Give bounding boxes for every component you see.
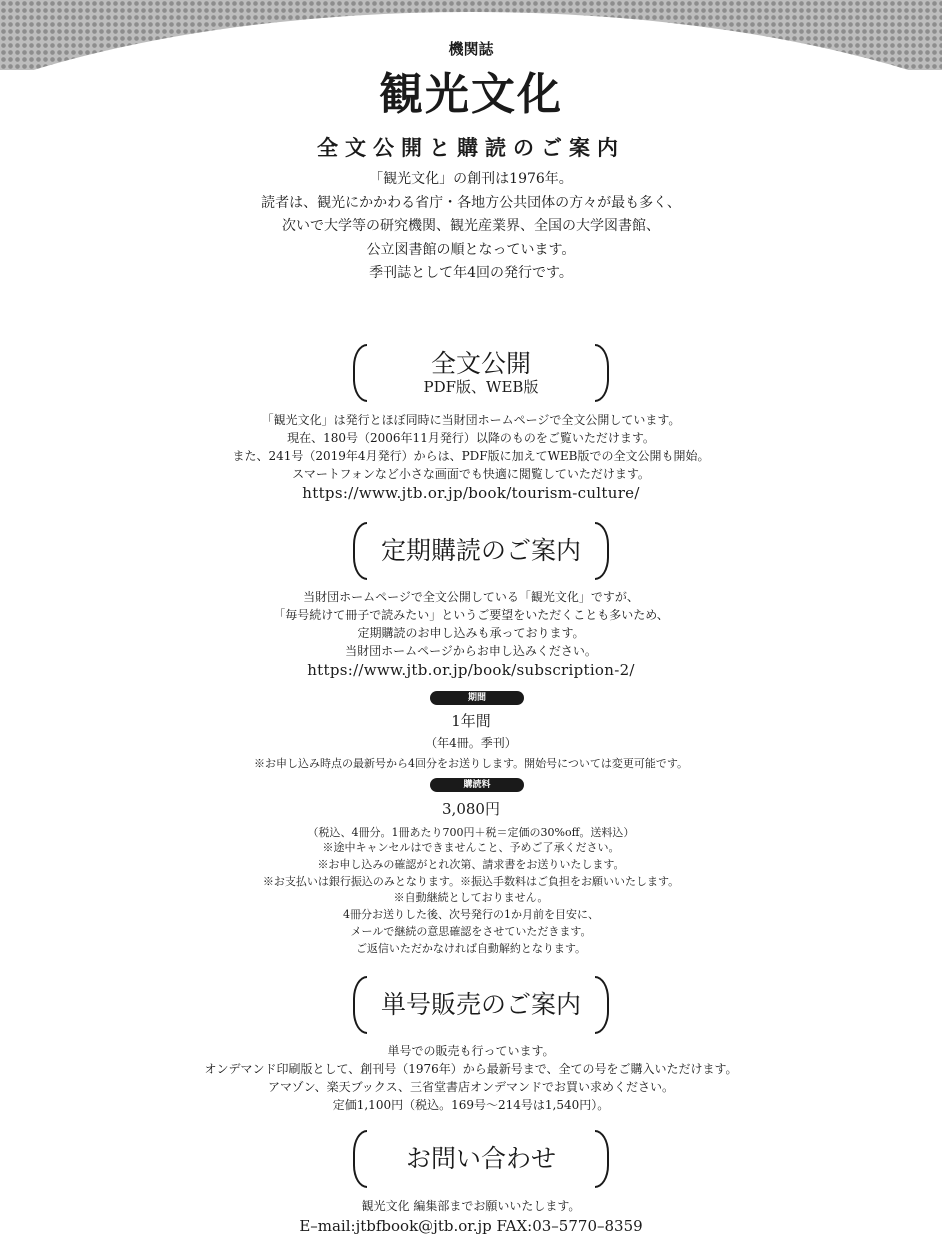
left-paren-icon — [353, 976, 367, 1034]
note-line: メールで継続の意思確認をさせていただきます。 — [350, 924, 592, 938]
subscription-line: 当財団ホームページで全文公開している「観光文化」ですが、 — [303, 590, 639, 604]
period-value: 1年間 — [451, 712, 491, 730]
full-text-description — [0, 411, 942, 503]
note-line: ご返信いただかなければ自動解約となります。 — [355, 941, 587, 955]
subscription-link[interactable]: https://www.jtb.or.jp/book/subscription-2/ — [307, 661, 635, 679]
single-issue-line: 定価1,100円（税込。169号〜214号は1,540円）。 — [332, 1098, 610, 1112]
fee-detail: （税込、4冊分。1冊あたり700円＋税＝定価の30%off。送料込） — [307, 826, 635, 839]
subscription-notes — [0, 840, 942, 958]
note-line: 4冊分お送りした後、次号発行の1か月前を目安に、 — [343, 908, 599, 922]
full-text-subheading: PDF版、WEB版 — [423, 378, 539, 396]
left-paren-icon — [353, 522, 367, 580]
contact-line: 観光文化 編集部までお願いいたします。 — [361, 1199, 581, 1213]
full-text-line: また、241号（2019年4月発行）からは、PDF版に加えてWEB版での全文公開も開始。 — [232, 449, 710, 463]
full-text-line: 「観光文化」は発行とほぼ同時に当財団ホームページで全文公開しています。 — [261, 413, 681, 427]
intro-line: 読者は、観光にかかわる省庁・各地方公共団体の方々が最も多く、 — [261, 194, 681, 211]
subscription-description — [0, 588, 942, 680]
section-heading-subscription — [353, 522, 609, 580]
period-detail: （年4冊。季刊） — [425, 736, 517, 750]
right-paren-icon — [595, 1130, 609, 1188]
page-subtitle: 全文公開と購読のご案内 — [317, 135, 625, 160]
right-paren-icon — [595, 976, 609, 1034]
single-issue-line: アマゾン、楽天ブックス、三省堂書店オンデマンドでお買い求めください。 — [267, 1080, 675, 1094]
intro-line: 公立図書館の順となっています。 — [366, 241, 576, 258]
section-heading-contact — [353, 1130, 609, 1188]
fee-badge: 購読料 — [430, 778, 524, 792]
subscription-line: 「毎号続けて冊子で読みたい」というご要望をいただくことも多いため、 — [273, 608, 669, 622]
section-heading-full-text — [353, 344, 609, 402]
period-note: ※お申し込み時点の最新号から4回分をお送りします。開始号については変更可能です。 — [253, 757, 688, 770]
left-paren-icon — [353, 344, 367, 402]
full-text-line: スマートフォンなど小さな画面でも快適に閲覧していただけます。 — [292, 467, 650, 481]
contact-heading: お問い合わせ — [405, 1144, 556, 1173]
note-line: ※お申し込みの確認がとれ次第、請求書をお送りいたします。 — [317, 857, 625, 871]
intro-line: 次いで大学等の研究機関、観光産業界、全国の大学図書館、 — [282, 218, 660, 234]
fee-value: 3,080円 — [442, 800, 500, 818]
note-line: ※自動継続としておりません。 — [393, 891, 549, 905]
left-paren-icon — [353, 1130, 367, 1188]
intro-text — [0, 168, 942, 286]
magazine-title: 観光文化 — [379, 69, 563, 120]
full-text-heading: 全文公開 — [430, 349, 531, 378]
note-line: ※お支払いは銀行振込のみとなります。※振込手数料はご負担をお願いいたします。 — [262, 874, 680, 888]
right-paren-icon — [595, 344, 609, 402]
subscription-heading: 定期購読のご案内 — [380, 536, 581, 565]
right-paren-icon — [595, 522, 609, 580]
single-issue-line: オンデマンド印刷版として、創刊号（1976年）から最新号まで、全ての号をご購入いただけます。 — [204, 1062, 738, 1076]
full-text-line: 現在、180号（2006年11月発行）以降のものをご覧いただけます。 — [287, 431, 655, 445]
intro-line: 季刊誌として年4回の発行です。 — [369, 265, 573, 281]
period-badge: 期間 — [430, 691, 524, 705]
single-issue-description — [0, 1042, 942, 1114]
publication-type-label: 機関誌 — [448, 40, 494, 58]
section-heading-single-issue — [353, 976, 609, 1034]
subscription-line: 当財団ホームページからお申し込みください。 — [345, 644, 597, 658]
note-line: ※途中キャンセルはできませんこと、予めご了承ください。 — [322, 841, 620, 854]
subscription-line: 定期購読のお申し込みも承っております。 — [357, 626, 585, 640]
single-issue-line: 単号での販売も行っています。 — [387, 1044, 555, 1058]
single-issue-heading: 単号販売のご案内 — [380, 990, 581, 1019]
contact-email-fax[interactable]: E–mail:jtbfbook@jtb.or.jp FAX:03–5770–8359 — [299, 1217, 643, 1235]
contact-info — [0, 1197, 942, 1237]
tourism-culture-link[interactable]: https://www.jtb.or.jp/book/tourism-culture/ — [302, 484, 640, 502]
intro-line: 「観光文化」の創刊は1976年。 — [369, 171, 573, 187]
